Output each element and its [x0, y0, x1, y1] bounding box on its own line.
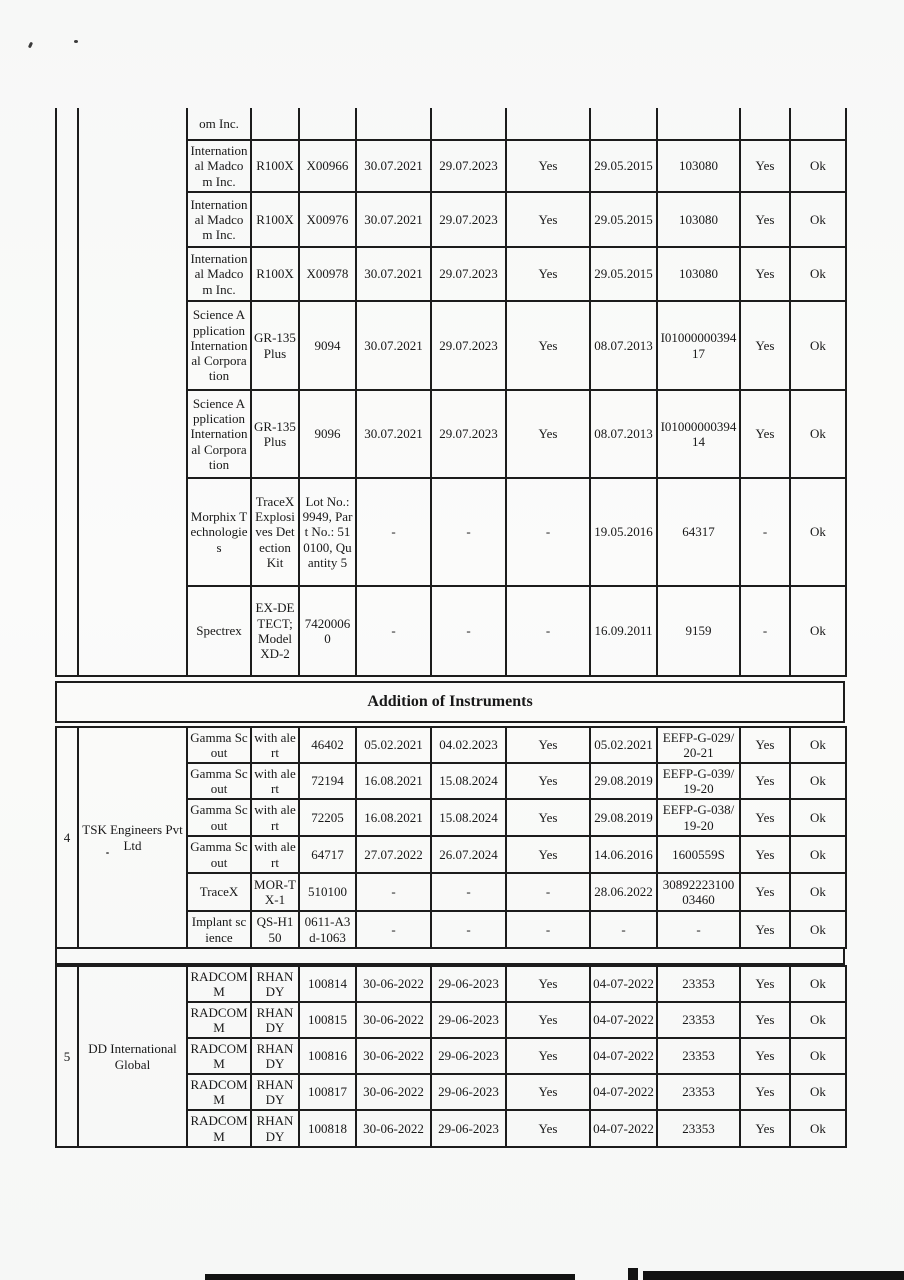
cell-serial: 9096	[299, 390, 356, 478]
cell-company: TSK Engineers Pvt Ltd	[78, 727, 187, 948]
cell-cal-date: 08.07.2013	[590, 390, 657, 478]
cell-serial: Lot No.: 9949, Part No.: 510100, Quantity 5	[299, 478, 356, 586]
cell-cert-no: 23353	[657, 1110, 740, 1147]
cell-flag2: -	[740, 586, 790, 676]
cell-make: International Madcom Inc.	[187, 140, 251, 192]
cell-serial	[299, 108, 356, 140]
cell-cal-date: 29.05.2015	[590, 247, 657, 301]
cell-flag: -	[506, 478, 590, 586]
cell-valid-to: -	[431, 586, 506, 676]
cell-cal-date: 04-07-2022	[590, 1038, 657, 1074]
cell-flag: Yes	[506, 966, 590, 1002]
section-header-addition-of-instruments	[55, 681, 845, 723]
cell-valid-from: 30.07.2021	[356, 390, 431, 478]
cell-model: with alert	[251, 799, 299, 836]
cell-valid-to	[431, 108, 506, 140]
cell-serial: 46402	[299, 727, 356, 763]
cell-valid-to: 29-06-2023	[431, 1002, 506, 1038]
cell-flag: Yes	[506, 390, 590, 478]
next-page-edge-bar-left	[205, 1274, 575, 1280]
cell-remark: Ok	[790, 390, 846, 478]
cell-valid-from: 30-06-2022	[356, 966, 431, 1002]
next-page-edge-bar-right	[643, 1271, 904, 1280]
cell-cal-date	[590, 108, 657, 140]
cell-valid-to: -	[431, 873, 506, 911]
cell-valid-from: 30-06-2022	[356, 1074, 431, 1110]
cell-remark: Ok	[790, 911, 846, 948]
cell-remark: Ok	[790, 192, 846, 247]
cell-serial: 510100	[299, 873, 356, 911]
cell-valid-from: 16.08.2021	[356, 763, 431, 799]
cell-serial: 74200060	[299, 586, 356, 676]
cell-make: RADCOMM	[187, 1002, 251, 1038]
cell-cal-date: 19.05.2016	[590, 478, 657, 586]
cell-remark: Ok	[790, 1038, 846, 1074]
cell-remark: Ok	[790, 301, 846, 390]
cell-valid-to: -	[431, 478, 506, 586]
cell-model: R100X	[251, 247, 299, 301]
cell-make: om Inc.	[187, 108, 251, 140]
cell-valid-to: 29-06-2023	[431, 1038, 506, 1074]
cell-remark: Ok	[790, 1002, 846, 1038]
cell-flag: -	[506, 586, 590, 676]
cell-model: QS-H150	[251, 911, 299, 948]
cell-valid-to: 15.08.2024	[431, 799, 506, 836]
cell-model: GR-135 Plus	[251, 301, 299, 390]
cell-cert-no: EEFP-G-038/19-20	[657, 799, 740, 836]
table-row	[56, 727, 846, 763]
cell-model: RHANDY	[251, 1002, 299, 1038]
cell-flag: Yes	[506, 247, 590, 301]
cell-valid-to: 29-06-2023	[431, 1110, 506, 1147]
cell-cert-no	[657, 108, 740, 140]
cell-cal-date: 29.05.2015	[590, 140, 657, 192]
cell-flag2: Yes	[740, 763, 790, 799]
cell-cert-no: 1600559S	[657, 836, 740, 873]
cell-make: International Madcom Inc.	[187, 192, 251, 247]
cell-model: with alert	[251, 836, 299, 873]
cell-remark: Ok	[790, 140, 846, 192]
cell-remark: Ok	[790, 763, 846, 799]
cell-valid-from: 30.07.2021	[356, 301, 431, 390]
cell-flag: Yes	[506, 1110, 590, 1147]
cell-make: Science Application International Corporation	[187, 301, 251, 390]
cell-serial: X00978	[299, 247, 356, 301]
cell-flag: Yes	[506, 301, 590, 390]
cell-cert-no: 23353	[657, 966, 740, 1002]
cell-valid-from: 05.02.2021	[356, 727, 431, 763]
cell-valid-to: 15.08.2024	[431, 763, 506, 799]
cell-make: Gamma Scout	[187, 799, 251, 836]
cell-cal-date: 29.08.2019	[590, 763, 657, 799]
cell-flag: Yes	[506, 1002, 590, 1038]
cell-valid-from: -	[356, 586, 431, 676]
cell-model	[251, 108, 299, 140]
cell-cert-no: 9159	[657, 586, 740, 676]
cell-remark: Ok	[790, 966, 846, 1002]
cell-model: RHANDY	[251, 966, 299, 1002]
cell-flag2: Yes	[740, 301, 790, 390]
cell-flag2: Yes	[740, 247, 790, 301]
cell-flag2: Yes	[740, 873, 790, 911]
cell-cal-date: 05.02.2021	[590, 727, 657, 763]
cell-flag2	[740, 108, 790, 140]
cell-valid-to: 29.07.2023	[431, 301, 506, 390]
cell-flag: Yes	[506, 836, 590, 873]
cell-cal-date: 29.05.2015	[590, 192, 657, 247]
cell-model: EX-DETECT; Model XD-2	[251, 586, 299, 676]
cell-serial: 100817	[299, 1074, 356, 1110]
cell-flag: -	[506, 873, 590, 911]
cell-flag: Yes	[506, 763, 590, 799]
cell-flag2: Yes	[740, 799, 790, 836]
cell-serial: X00966	[299, 140, 356, 192]
cell-valid-from: 27.07.2022	[356, 836, 431, 873]
cell-cert-no: 103080	[657, 140, 740, 192]
cell-valid-to: 04.02.2023	[431, 727, 506, 763]
cell-cal-date: 28.06.2022	[590, 873, 657, 911]
cell-remark: Ok	[790, 1074, 846, 1110]
cell-model: R100X	[251, 192, 299, 247]
cell-flag: Yes	[506, 140, 590, 192]
cell-serial: 100815	[299, 1002, 356, 1038]
cell-serial: 0611-A3d-1063	[299, 911, 356, 948]
instruments-table-continuation	[55, 108, 847, 677]
cell-model: MOR-TX-1	[251, 873, 299, 911]
cell-make: RADCOMM	[187, 1038, 251, 1074]
cell-model: with alert	[251, 763, 299, 799]
cell-model: GR-135 Plus	[251, 390, 299, 478]
cell-flag: -	[506, 911, 590, 948]
cell-flag2: Yes	[740, 140, 790, 192]
cell-cert-no: 103080	[657, 192, 740, 247]
cell-model: R100X	[251, 140, 299, 192]
table-row	[56, 108, 846, 140]
cell-cert-no: I0100000039417	[657, 301, 740, 390]
cell-cal-date: 29.08.2019	[590, 799, 657, 836]
cell-valid-to: 29-06-2023	[431, 1074, 506, 1110]
cell-cert-no: 23353	[657, 1074, 740, 1110]
cell-make: RADCOMM	[187, 1074, 251, 1110]
cell-cal-date: 08.07.2013	[590, 301, 657, 390]
cell-sno	[56, 108, 78, 676]
cell-sno: 4	[56, 727, 78, 948]
cell-flag2: -	[740, 478, 790, 586]
cell-serial: 100814	[299, 966, 356, 1002]
cell-serial: 72205	[299, 799, 356, 836]
cell-valid-to: 29.07.2023	[431, 390, 506, 478]
cell-remark: Ok	[790, 478, 846, 586]
cell-remark: Ok	[790, 836, 846, 873]
cell-company	[78, 108, 187, 676]
scan-artifact-mark	[28, 42, 33, 49]
cell-flag2: Yes	[740, 390, 790, 478]
instruments-table-dd-international	[55, 965, 847, 1148]
cell-valid-to: 29-06-2023	[431, 966, 506, 1002]
cell-cert-no: 103080	[657, 247, 740, 301]
cell-flag: Yes	[506, 799, 590, 836]
cell-cal-date: 04-07-2022	[590, 1074, 657, 1110]
cell-cert-no: 23353	[657, 1038, 740, 1074]
cell-cert-no: I0100000039414	[657, 390, 740, 478]
cell-flag	[506, 108, 590, 140]
cell-make: Gamma Scout	[187, 836, 251, 873]
cell-remark: Ok	[790, 873, 846, 911]
cell-flag2: Yes	[740, 911, 790, 948]
cell-remark: Ok	[790, 727, 846, 763]
cell-cal-date: 04-07-2022	[590, 1002, 657, 1038]
cell-serial: 72194	[299, 763, 356, 799]
cell-cal-date: 04-07-2022	[590, 966, 657, 1002]
cell-valid-from	[356, 108, 431, 140]
cell-make: Spectrex	[187, 586, 251, 676]
cell-flag2: Yes	[740, 1110, 790, 1147]
cell-model: RHANDY	[251, 1074, 299, 1110]
cell-remark: Ok	[790, 247, 846, 301]
cell-cert-no: -	[657, 911, 740, 948]
cell-valid-from: -	[356, 911, 431, 948]
cell-valid-from: 30.07.2021	[356, 192, 431, 247]
cell-valid-from: 30-06-2022	[356, 1110, 431, 1147]
cell-valid-from: 16.08.2021	[356, 799, 431, 836]
cell-valid-to: 29.07.2023	[431, 140, 506, 192]
cell-remark: Ok	[790, 799, 846, 836]
cell-cert-no: 3089222310003460	[657, 873, 740, 911]
cell-flag: Yes	[506, 1074, 590, 1110]
cell-flag2: Yes	[740, 192, 790, 247]
cell-cert-no: EEFP-G-039/19-20	[657, 763, 740, 799]
cell-cal-date: 04-07-2022	[590, 1110, 657, 1147]
cell-model: TraceX Explosives Detection Kit	[251, 478, 299, 586]
cell-cert-no: 23353	[657, 1002, 740, 1038]
cell-valid-to: 29.07.2023	[431, 192, 506, 247]
cell-flag2: Yes	[740, 1002, 790, 1038]
cell-cert-no: 64317	[657, 478, 740, 586]
cell-valid-from: -	[356, 478, 431, 586]
cell-cal-date: 16.09.2011	[590, 586, 657, 676]
cell-make: RADCOMM	[187, 966, 251, 1002]
cell-remark: Ok	[790, 586, 846, 676]
section-title: Addition of Instruments	[367, 693, 533, 710]
cell-sno: 5	[56, 966, 78, 1147]
cell-flag2: Yes	[740, 1038, 790, 1074]
cell-serial: 100816	[299, 1038, 356, 1074]
instruments-table-tsk-engineers	[55, 726, 847, 949]
cell-make: Implant science	[187, 911, 251, 948]
cell-model: RHANDY	[251, 1110, 299, 1147]
cell-remark: Ok	[790, 1110, 846, 1147]
cell-valid-from: 30.07.2021	[356, 247, 431, 301]
cell-flag: Yes	[506, 192, 590, 247]
cell-make: Gamma Scout	[187, 727, 251, 763]
cell-remark	[790, 108, 846, 140]
cell-valid-from: 30.07.2021	[356, 140, 431, 192]
cell-serial: X00976	[299, 192, 356, 247]
cell-cal-date: -	[590, 911, 657, 948]
cell-valid-from: 30-06-2022	[356, 1002, 431, 1038]
cell-valid-from: -	[356, 873, 431, 911]
cell-company: DD International Global	[78, 966, 187, 1147]
cell-flag: Yes	[506, 727, 590, 763]
next-page-edge-tick	[628, 1268, 638, 1280]
cell-valid-from: 30-06-2022	[356, 1038, 431, 1074]
table-row	[56, 966, 846, 1002]
cell-model: RHANDY	[251, 1038, 299, 1074]
cell-valid-to: 26.07.2024	[431, 836, 506, 873]
cell-valid-to: 29.07.2023	[431, 247, 506, 301]
cell-make: RADCOMM	[187, 1110, 251, 1147]
cell-make: Morphix Technologies	[187, 478, 251, 586]
cell-model: with alert	[251, 727, 299, 763]
cell-flag2: Yes	[740, 1074, 790, 1110]
cell-cal-date: 14.06.2016	[590, 836, 657, 873]
cell-flag: Yes	[506, 1038, 590, 1074]
cell-serial: 9094	[299, 301, 356, 390]
table-separator-band	[55, 947, 845, 965]
cell-flag2: Yes	[740, 727, 790, 763]
cell-make: International Madcom Inc.	[187, 247, 251, 301]
cell-flag2: Yes	[740, 836, 790, 873]
cell-flag2: Yes	[740, 966, 790, 1002]
cell-serial: 64717	[299, 836, 356, 873]
cell-serial: 100818	[299, 1110, 356, 1147]
cell-make: Science Application International Corporation	[187, 390, 251, 478]
cell-cert-no: EEFP-G-029/20-21	[657, 727, 740, 763]
cell-valid-to: -	[431, 911, 506, 948]
cell-make: TraceX	[187, 873, 251, 911]
scan-artifact-dot	[74, 40, 78, 43]
cell-make: Gamma Scout	[187, 763, 251, 799]
